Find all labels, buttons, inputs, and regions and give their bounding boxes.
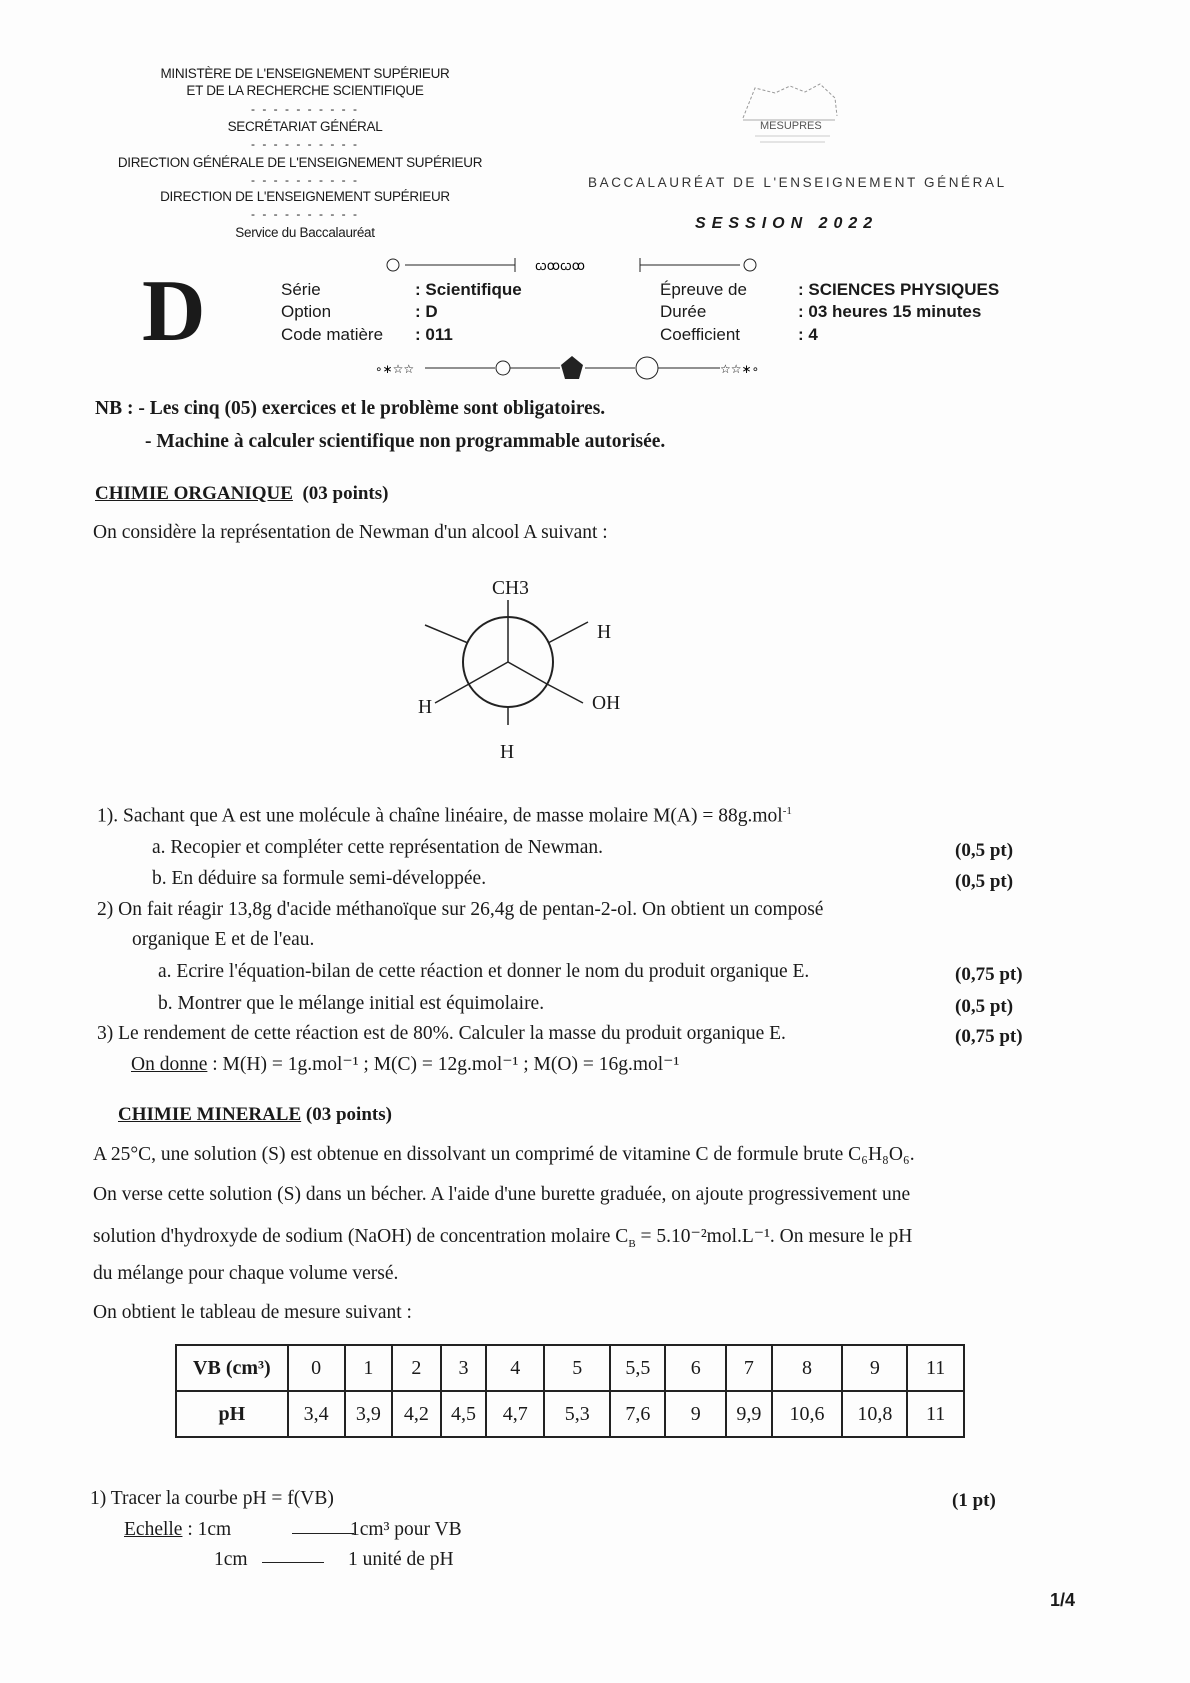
ph-cell: 11 <box>907 1391 964 1437</box>
vb-cell: 9 <box>842 1345 907 1391</box>
ph-cell: 10,6 <box>772 1391 843 1437</box>
q3: 3) Le rendement de cette réaction est de 80%. Calculer la masse du produit organique E. <box>97 1023 786 1044</box>
row-header: VB (cm³) <box>176 1345 288 1391</box>
vb-cell: 6 <box>665 1345 726 1391</box>
service: Service du Baccalauréat <box>235 225 375 240</box>
code-label: Code matière <box>281 325 384 344</box>
subscript: B <box>628 1237 636 1250</box>
paragraph-line: du mélange pour chaque volume versé. <box>93 1263 399 1284</box>
session: SESSION 2022 <box>695 215 879 232</box>
donne-values: : M(H) = 1g.mol⁻¹ ; M(C) = 12g.mol⁻¹ ; M(O) = 16g.mol⁻¹ <box>207 1054 680 1075</box>
row-header: pH <box>176 1391 288 1437</box>
newman-left: H <box>418 697 433 718</box>
vb-cell: 4 <box>486 1345 544 1391</box>
ph-cell: 3,9 <box>345 1391 393 1437</box>
logo-text: MESUPRES <box>760 120 822 132</box>
ph-cell: 3,4 <box>288 1391 345 1437</box>
q1-exponent: -1 <box>782 805 792 817</box>
section-title: CHIMIE ORGANIQUE <box>95 483 293 504</box>
q2a-points: (0,75 pt) <box>955 964 1023 985</box>
q3-points: (0,75 pt) <box>955 1026 1023 1047</box>
vb-cell: 7 <box>726 1345 772 1391</box>
serie-value: : Scientifique <box>415 280 522 299</box>
series-letter: D <box>142 263 206 360</box>
vb-cell: 2 <box>392 1345 440 1391</box>
donne-label: On donne <box>131 1054 208 1075</box>
epreuve-label: Épreuve de <box>660 280 747 299</box>
mesupres-logo <box>735 78 845 150</box>
ph-cell: 9,9 <box>726 1391 772 1437</box>
arrow-icon <box>262 1562 324 1563</box>
direction: DIRECTION DE L'ENSEIGNEMENT SUPÉRIEUR <box>160 189 450 204</box>
measurement-table <box>175 1344 965 1438</box>
q1b: b. En déduire sa formule semi-développée. <box>152 868 487 889</box>
ph-cell: 7,6 <box>610 1391 665 1437</box>
nb-line1: NB : - Les cinq (05) exercices et le problème sont obligatoires. <box>95 398 606 419</box>
section-points: (03 points) <box>305 1104 392 1125</box>
vb-cell: 3 <box>441 1345 487 1391</box>
q1a: a. Recopier et compléter cette représentation de Newman. <box>152 837 603 858</box>
q2: 2) On fait réagir 13,8g d'acide méthanoïque sur 26,4g de pentan-2-ol. On obtient un composé <box>97 899 824 920</box>
ph-cell: 10,8 <box>842 1391 907 1437</box>
newman-projection <box>400 600 620 750</box>
q2b-points: (0,5 pt) <box>955 996 1014 1017</box>
paragraph-line: A 25°C, une solution (S) est obtenue en dissolvant un comprimé de vitamine C de formule brute C₆H₈O₆. <box>93 1144 915 1165</box>
question-1-points: (1 pt) <box>952 1490 996 1511</box>
newman-right-top: H <box>597 622 612 643</box>
q1: 1). Sachant que A est une molécule à chaîne linéaire, de masse molaire M(A) = 88g.mol <box>97 805 783 827</box>
svg-text:☆☆∗∘: ☆☆∗∘ <box>720 362 760 376</box>
separator: - - - - - - - - - - <box>251 207 359 221</box>
secretariat: SECRÉTARIAT GÉNÉRAL <box>227 119 383 134</box>
echelle1-right: 1cm³ pour VB <box>350 1519 462 1540</box>
exam-title: BACCALAURÉAT DE L'ENSEIGNEMENT GÉNÉRAL <box>588 175 1007 190</box>
paragraph-line: solution d'hydroxyde de sodium (NaOH) de concentration molaire C <box>93 1226 629 1247</box>
page-number: 1/4 <box>1050 1590 1076 1610</box>
q2b: b. Montrer que le mélange initial est équimolaire. <box>158 993 545 1014</box>
vb-cell: 1 <box>345 1345 393 1391</box>
q2a: a. Ecrire l'équation-bilan de cette réaction et donner le nom du produit organique E. <box>158 961 810 982</box>
section-points: (03 points) <box>302 483 389 504</box>
vb-cell: 5,5 <box>610 1345 665 1391</box>
q1a-points: (0,5 pt) <box>955 840 1014 861</box>
separator: - - - - - - - - - - <box>251 137 359 151</box>
paragraph-line: = 5.10⁻²mol.L⁻¹. On mesure le pH <box>635 1226 913 1247</box>
paragraph-line: On verse cette solution (S) dans un bécher. A l'aide d'une burette graduée, on ajoute progressivement une <box>93 1184 911 1205</box>
separator: - - - - - - - - - - <box>251 173 359 187</box>
code-value: : 011 <box>415 325 453 344</box>
ph-cell: 5,3 <box>544 1391 610 1437</box>
table-row <box>176 1345 964 1391</box>
q1b-points: (0,5 pt) <box>955 871 1014 892</box>
ph-cell: 9 <box>665 1391 726 1437</box>
ministry-line2: ET DE LA RECHERCHE SCIENTIFIQUE <box>186 83 424 98</box>
newman-top: CH3 <box>492 578 529 599</box>
ph-cell: 4,2 <box>392 1391 440 1437</box>
newman-right: OH <box>592 693 621 714</box>
option-value: : D <box>415 302 438 321</box>
nb-line2: - Machine à calculer scientifique non programmable autorisée. <box>145 431 666 452</box>
echelle2-right: 1 unité de pH <box>348 1549 454 1570</box>
separator: - - - - - - - - - - <box>251 102 359 116</box>
coef-value: : 4 <box>798 325 818 344</box>
ornament-divider-bottom <box>375 355 775 381</box>
q2-continued: organique E et de l'eau. <box>132 929 315 950</box>
epreuve-value: : SCIENCES PHYSIQUES <box>798 280 1000 299</box>
option-label: Option <box>281 302 332 321</box>
vb-cell: 11 <box>907 1345 964 1391</box>
direction-generale: DIRECTION GÉNÉRALE DE L'ENSEIGNEMENT SUPÉRIEUR <box>117 155 483 170</box>
section-title-organique <box>95 483 388 505</box>
ministry-line1: MINISTÈRE DE L'ENSEIGNEMENT SUPÉRIEUR <box>160 66 450 81</box>
logo-mountains-icon <box>735 78 845 150</box>
echelle1-left: : 1cm <box>182 1519 232 1540</box>
echelle-label: Echelle <box>124 1519 183 1540</box>
paragraph-line: On obtient le tableau de mesure suivant : <box>93 1302 412 1323</box>
svg-text:ꞷꝏꞷꝏ: ꞷꝏꞷꝏ <box>535 259 585 274</box>
vb-cell: 8 <box>772 1345 843 1391</box>
svg-text:∘∗☆☆: ∘∗☆☆ <box>375 362 415 376</box>
ph-cell: 4,7 <box>486 1391 544 1437</box>
serie-label: Série <box>281 280 321 299</box>
coef-label: Coefficient <box>660 325 741 344</box>
ornament-divider-top <box>385 255 765 275</box>
arrow-icon <box>292 1533 354 1534</box>
duree-label: Durée <box>660 302 707 321</box>
vb-cell: 0 <box>288 1345 345 1391</box>
table-row <box>176 1391 964 1437</box>
vb-cell: 5 <box>544 1345 610 1391</box>
ph-cell: 4,5 <box>441 1391 487 1437</box>
echelle2-left: 1cm <box>214 1549 248 1570</box>
section-title-minerale <box>118 1104 392 1126</box>
duree-value: : 03 heures 15 minutes <box>798 302 982 321</box>
section-title: CHIMIE MINERALE <box>118 1104 302 1125</box>
intro: On considère la représentation de Newman d'un alcool A suivant : <box>93 522 608 543</box>
newman-bottom: H <box>500 742 515 763</box>
question-1: 1) Tracer la courbe pH = f(VB) <box>90 1488 334 1509</box>
